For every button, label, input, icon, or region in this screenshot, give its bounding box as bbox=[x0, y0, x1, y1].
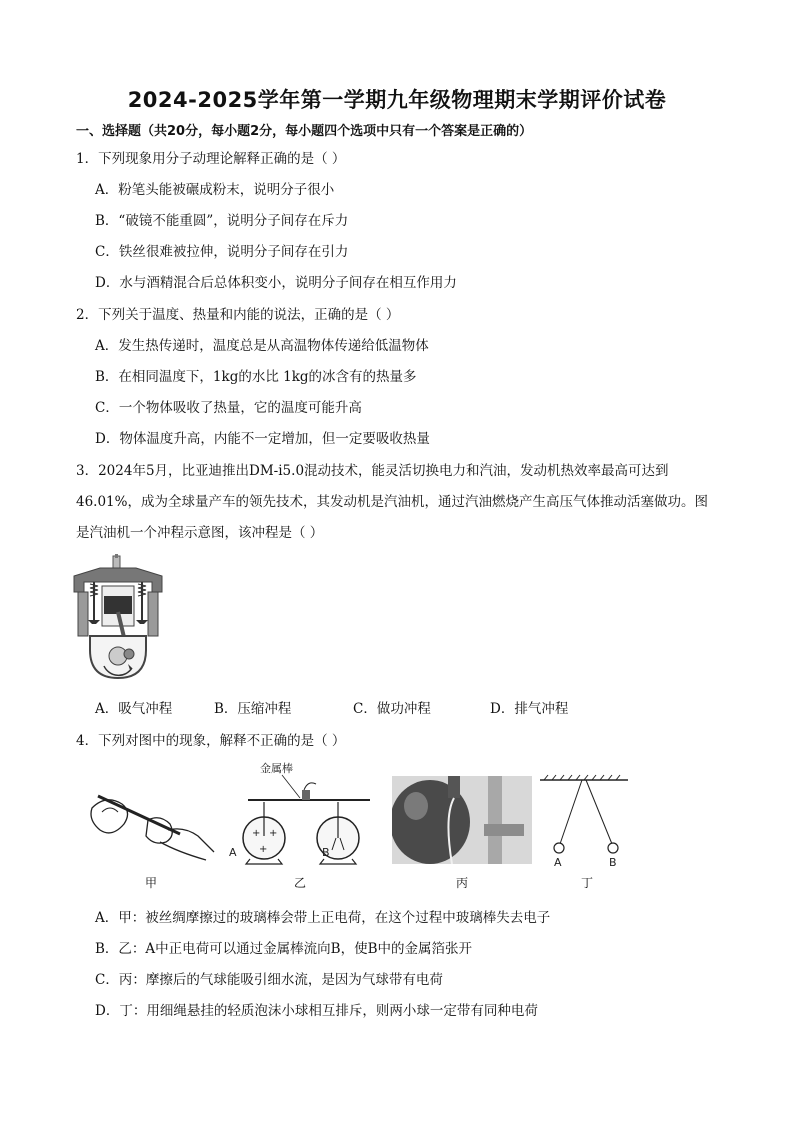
exam-title: 2024-2025学年第一学期九年级物理期末学期评价试卷 bbox=[127, 88, 667, 112]
question-3-stem-line-1: 3．2024年5月，比亚迪推出DM-i5.0混动技术，能灵活切换电力和汽油，发动机热效率最高可达到 bbox=[76, 463, 669, 479]
engine-diagram bbox=[72, 554, 164, 682]
question-2-option-b: B．在相同温度下，1kg的水比 1kg的冰含有的热量多 bbox=[95, 369, 417, 385]
question-3-stem-line-2: 46.01%，成为全球量产车的领先技术，其发动机是汽油机，通过汽油燃烧产生高压气体推动活塞做功。图 bbox=[76, 494, 708, 510]
figure-yi-electroscopes bbox=[226, 760, 374, 868]
figure-bing-caption: 丙 bbox=[456, 876, 469, 890]
electroscope-b-label: B bbox=[322, 846, 330, 859]
question-1-option-b: B．“破镜不能重圆”，说明分子间存在斥力 bbox=[95, 213, 349, 229]
section-heading: 一、选择题（共20分，每小题2分，每小题四个选项中只有一个答案是正确的） bbox=[76, 124, 533, 139]
question-4-stem: 4．下列对图中的现象，解释不正确的是（ ） bbox=[76, 733, 346, 749]
question-3-option-c: C．做功冲程 bbox=[353, 701, 431, 717]
figure-bing-balloon-water bbox=[392, 776, 532, 864]
question-4-option-b: B．乙：A中正电荷可以通过金属棒流向B，使B中的金属箔张开 bbox=[95, 941, 473, 957]
question-4-option-c: C．丙：摩擦后的气球能吸引细水流，是因为气球带有电荷 bbox=[95, 972, 443, 988]
question-2-stem: 2．下列关于温度、热量和内能的说法，正确的是（ ） bbox=[76, 307, 400, 323]
question-3-option-a: A．吸气冲程 bbox=[95, 701, 173, 717]
figure-jia-caption: 甲 bbox=[145, 876, 158, 890]
question-3-option-b: B．压缩冲程 bbox=[214, 701, 292, 717]
figure-yi-caption: 乙 bbox=[294, 876, 307, 890]
question-1-option-c: C．铁丝很难被拉伸，说明分子间存在引力 bbox=[95, 244, 349, 260]
question-2-option-a: A．发生热传递时，温度总是从高温物体传递给低温物体 bbox=[95, 338, 429, 354]
ball-a-label: A bbox=[554, 856, 562, 868]
question-1-option-d: D．水与酒精混合后总体积变小，说明分子间存在相互作用力 bbox=[95, 275, 457, 291]
question-3-stem-line-3: 是汽油机一个冲程示意图，该冲程是（ ） bbox=[76, 525, 324, 541]
question-1-option-a: A．粉笔头能被碾成粉末，说明分子很小 bbox=[95, 182, 335, 198]
electroscope-a-label: A bbox=[229, 846, 237, 859]
plus-sign: + bbox=[252, 828, 261, 839]
question-3-option-d: D．排气冲程 bbox=[490, 701, 569, 717]
figure-ding-repelling-balls bbox=[540, 774, 630, 868]
ball-b-label: B bbox=[609, 856, 617, 868]
metal-rod-label: 金属棒 bbox=[260, 762, 293, 775]
question-4-option-a: A．甲：被丝绸摩擦过的玻璃棒会带上正电荷，在这个过程中玻璃棒失去电子 bbox=[95, 910, 551, 926]
question-1-stem: 1．下列现象用分子动理论解释正确的是（ ） bbox=[76, 151, 346, 167]
question-2-option-d: D．物体温度升高，内能不一定增加，但一定要吸收热量 bbox=[95, 431, 430, 447]
question-4-option-d: D．丁：用细绳悬挂的轻质泡沫小球相互排斥，则两小球一定带有同种电荷 bbox=[95, 1003, 538, 1019]
figure-ding-caption: 丁 bbox=[581, 876, 594, 890]
plus-sign: + bbox=[269, 828, 278, 839]
plus-sign: + bbox=[259, 844, 268, 855]
figure-jia-rubbing-rod bbox=[88, 790, 218, 862]
question-2-option-c: C．一个物体吸收了热量，它的温度可能升高 bbox=[95, 400, 362, 416]
